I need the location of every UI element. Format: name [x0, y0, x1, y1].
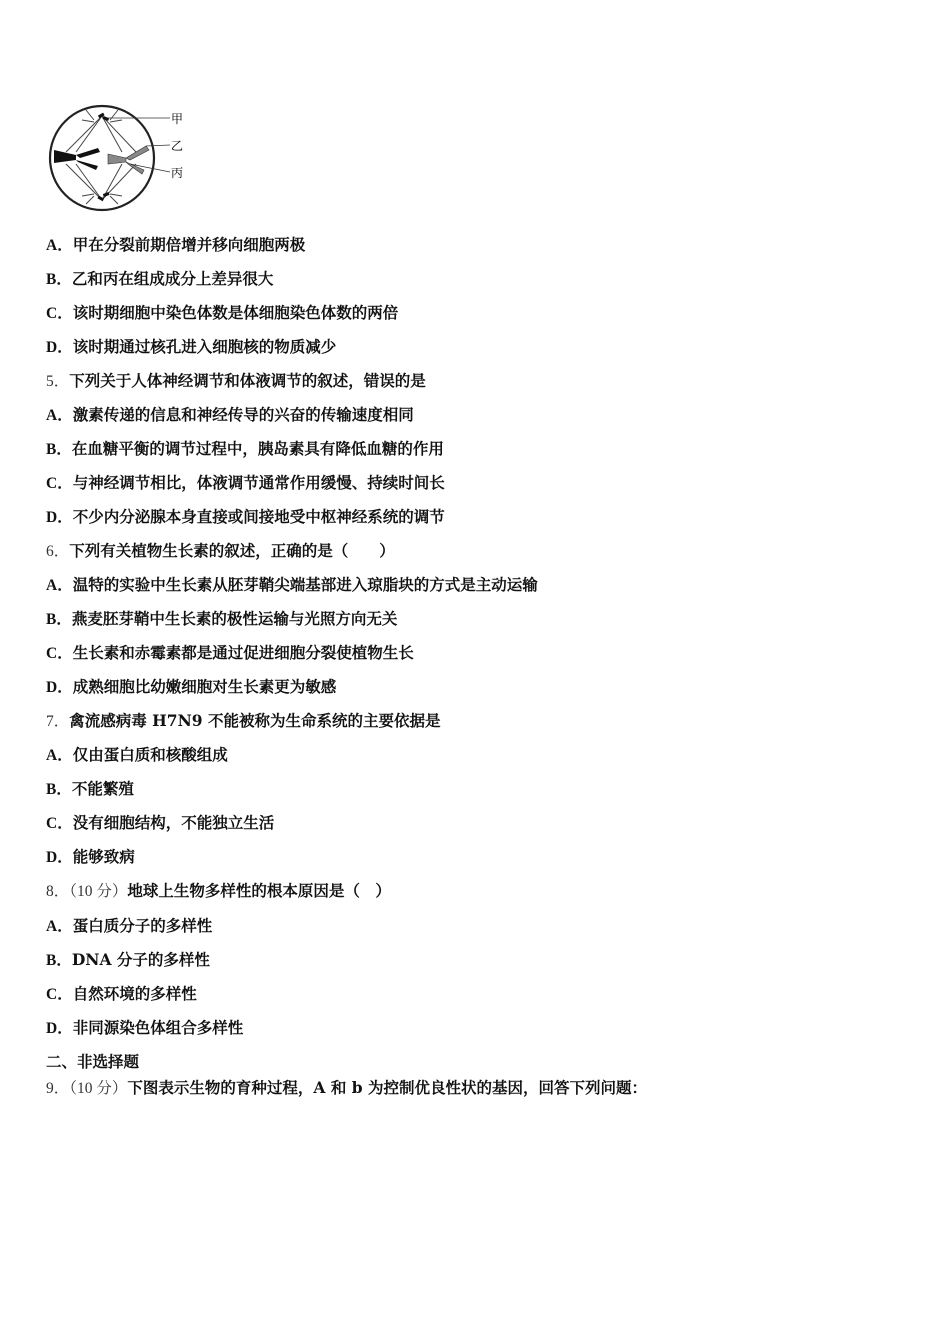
chromosome-gray [108, 146, 149, 174]
q8-option-c: C．自然环境的多样性 [46, 984, 197, 1003]
q4-option-c: C．该时期细胞中染色体数是体细胞染色体数的两倍 [46, 303, 399, 322]
q8-option-b: B．DNA 分子的多样性 [46, 950, 210, 969]
label-jia: 甲 [171, 112, 184, 126]
q8-option-d: D．非同源染色体组合多样性 [46, 1018, 244, 1037]
q8-option-a: A．蛋白质分子的多样性 [46, 916, 213, 935]
label-bing: 丙 [171, 166, 184, 180]
section-heading: 二、非选择题 [46, 1052, 140, 1071]
question-5: 5．下列关于人体神经调节和体液调节的叙述，错误的是 [46, 371, 426, 390]
q4-option-d: D．该时期通过核孔进入细胞核的物质减少 [46, 337, 337, 356]
question-9: 9．（10 分）下图表示生物的育种过程，A 和 b 为控制优良性状的基因，回答下列问题： [46, 1078, 647, 1097]
q4-option-a: A．甲在分裂前期倍增并移向细胞两极 [46, 235, 306, 254]
q5-option-d: D．不少内分泌腺本身直接或间接地受中枢神经系统的调节 [46, 507, 445, 526]
q6-option-c: C．生长素和赤霉素都是通过促进细胞分裂使植物生长 [46, 643, 414, 662]
question-8: 8．（10 分）地球上生物多样性的根本原因是（ ） [46, 881, 391, 900]
label-yi: 乙 [171, 139, 184, 153]
cell-division-figure [46, 100, 196, 220]
q6-option-b: B．燕麦胚芽鞘中生长素的极性运输与光照方向无关 [46, 609, 398, 628]
question-6: 6．下列有关植物生长素的叙述，正确的是（ ） [46, 541, 395, 560]
q7-option-d: D．能够致病 [46, 847, 135, 866]
q7-option-c: C．没有细胞结构，不能独立生活 [46, 813, 275, 832]
question-7: 7．禽流感病毒 H7N9 不能被称为生命系统的主要依据是 [46, 711, 441, 730]
q5-option-b: B．在血糖平衡的调节过程中，胰岛素具有降低血糖的作用 [46, 439, 444, 458]
q7-option-b: B．不能繁殖 [46, 779, 134, 798]
q5-option-c: C．与神经调节相比，体液调节通常作用缓慢、持续时间长 [46, 473, 445, 492]
q7-option-a: A．仅由蛋白质和核酸组成 [46, 745, 228, 764]
q6-option-a: A．温特的实验中生长素从胚芽鞘尖端基部进入琼脂块的方式是主动运输 [46, 575, 538, 594]
q4-option-b: B．乙和丙在组成成分上差异很大 [46, 269, 274, 288]
q5-option-a: A．激素传递的信息和神经传导的兴奋的传输速度相同 [46, 405, 414, 424]
spindle-fibers [66, 110, 136, 204]
q6-option-d: D．成熟细胞比幼嫩细胞对生长素更为敏感 [46, 677, 337, 696]
